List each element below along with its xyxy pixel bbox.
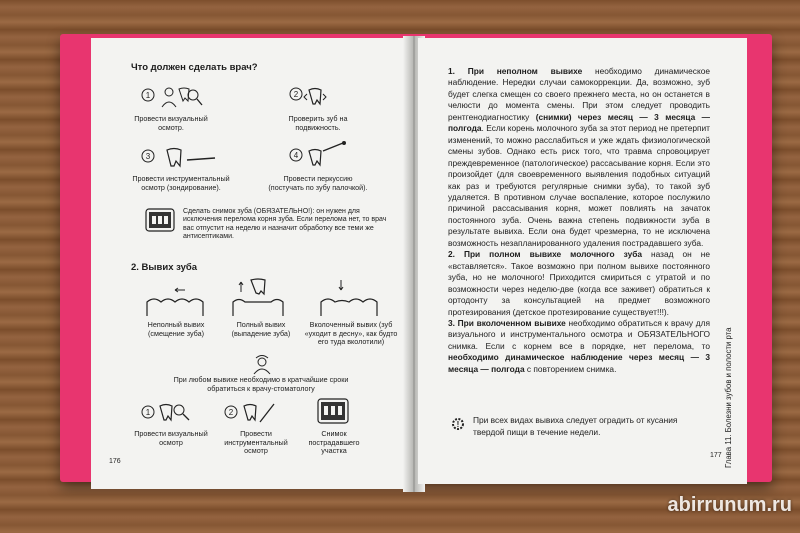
intruded-dislocation-caption: Вколоченный вывих (зуб «уходит в десну», как будто его туда вколотили) [304,320,398,347]
svg-text:!: ! [456,420,460,429]
para3-lead: 3. При вколоченном вывихе [448,317,566,328]
final-step-1-caption: Провести визуальный осмотр [134,429,208,447]
step-1-number: 1 [145,91,151,100]
para1-text-b: . Если корень молочного зуба за этот период не претерпит изменений, то можно расслабиться и уже ждать физиологической смены зубов. Однако есть риск того, что травма спровоцирует преждевременное (патологическое) рассасывание корня. Если это произойдет (для своевременного выявления подобных ситуаций как раз и требуются регулярные снимки зуба), то такой зуб удаляется. В противном случае воспаление, которое послужило причиной рассасывания корня, может повлиять на зачаток постоянного зуба. Очень важна степень подвижности зуба в результате вывиха. Если она будет чрезмерна, то не исключена возможность незапланированного удаления пострадавшего зуба. [448,123,710,248]
paragraph-intruded-dislocation [448,318,710,375]
left-page-number: 176 [109,458,121,465]
step-4-icon [289,141,355,178]
step-4-caption: Провести перкуссию (постучать по зубу палочкой). [268,174,368,192]
tip-note [473,414,683,438]
intruded-dislocation-diagram [319,278,379,323]
tip-text: При всех видах вывиха следует оградить от кусания твердой пищи в течение недели. [473,415,678,437]
para1-bold: (снимки) через месяц — 3 месяца — полгода [448,111,711,134]
step-2-caption: Проверить зуб на подвижность. [288,114,348,132]
para1-text-a: необходимо динамическое наблюдение. Нередки случаи самокоррекции. Да, возможно, зуб будет слегка смещен со своего прежнего места, но он останется в челюсти до момента смены. При этом следует проводить рентгенодиагностику [448,66,710,122]
para3-text-b: с повторением снимка. [524,363,617,374]
watermark: abirrunum.ru [667,494,792,516]
final-step-1-number: 1 [145,408,151,417]
left-page [91,38,410,489]
right-body-text [448,66,710,375]
right-page [418,38,747,484]
para2-text: назад он не «вставляется». Такое возможно при полном вывихе постоянного зуба, но не молочного! Приходится смириться с утратой и по возможности через неделю-две (когда все заживет) обратиться к ортодонту за консультацией на предмет возможного протезирования (детское протезирование существует!!!). [448,249,710,317]
chapter-side-title-container [716,168,732,468]
chapter-side-title: Глава 11. Болезни зубов и полости рта [724,327,733,468]
step-1-icon [141,85,205,116]
full-dislocation-caption: Полный вывих (выпадение зуба) [231,320,291,338]
step-4-number: 4 [293,151,299,160]
step-3-icon [141,146,221,177]
xray-note: Сделать снимок зуба (ОБЯЗАТЕЛЬНО!): он нужен для исключения перелома корня зуба. Если перелома нет, то врач вас отпустит на неделю и назначит обработку все теми же антисептиками. [183,208,387,241]
right-page-number: 177 [710,452,722,459]
partial-dislocation-caption: Неполный вывих (смещение зуба) [147,320,205,338]
gear-warning-icon [450,416,466,437]
xray-icon [145,208,175,237]
para1-lead: 1. При неполном вывихе [448,66,583,76]
para3-text-a: необходимо обратиться к врачу для визуального и инструментального осмотра и ОБЯЗАТЕЛЬНОГО снимка. Если с корнем все в порядке, нет перелома, то [448,317,711,351]
full-dislocation-diagram [231,278,285,323]
final-xray-caption: Снимок пострадавшего участка [308,429,360,456]
paragraph-full-dislocation [448,249,710,318]
final-xray-icon [317,398,349,429]
left-heading-tooth-dislocation: 2. Вывих зуба [131,262,198,273]
step-1-caption: Провести визуальный осмотр. [134,114,208,132]
partial-dislocation-diagram [145,286,205,323]
left-heading-what-doctor-does: Что должен сделать врач? [131,62,258,73]
step-2-number: 2 [293,90,299,99]
para2-lead: 2. При полном вывихе молочного зуба [448,249,643,260]
final-step-2-caption: Провести инструментальный осмотр [224,429,288,456]
urgent-note: При любом вывихе необходимо в кратчайшие сроки обратиться к врачу-стоматологу [173,375,349,393]
step-3-caption: Провести инструментальный осмотр (зондирование). [132,174,230,192]
paragraph-partial-dislocation [448,66,710,249]
para3-bold: необходимо динамическое наблюдение через месяц — 3 месяца — полгода [448,352,710,374]
final-step-2-number: 2 [228,408,234,417]
step-3-number: 3 [145,152,151,161]
